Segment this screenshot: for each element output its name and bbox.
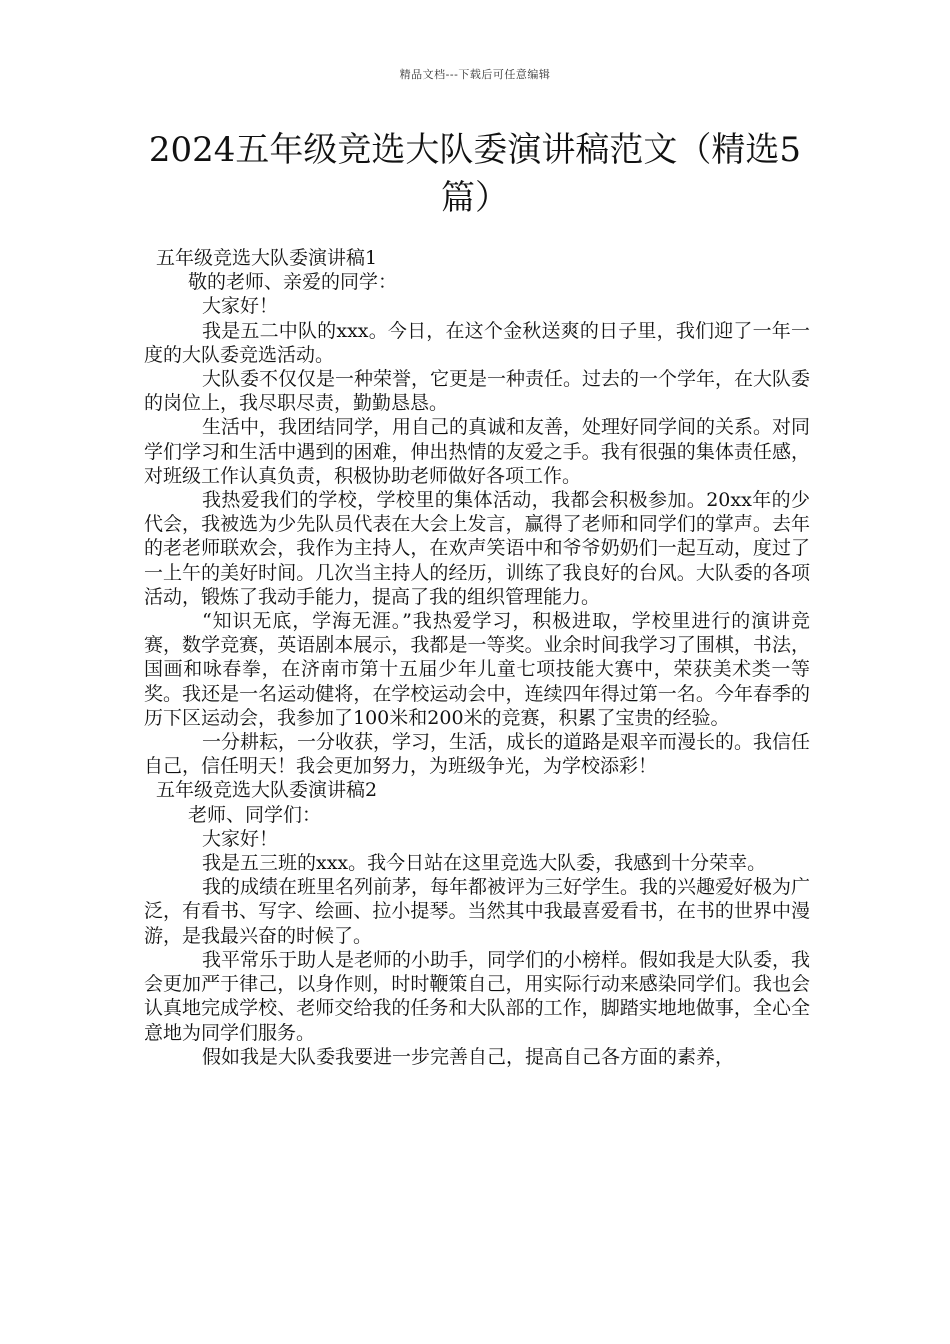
paragraph: 我是五二中队的xxx。今日，在这个金秋送爽的日子里，我们迎了一年一度的大队委竞选活动。 [144,319,810,366]
page-header: 精品文档---下载后可任意编辑 [399,68,551,81]
paragraph: 大队委不仅仅是一种荣誉，它更是一种责任。过去的一个学年，在大队委的岗位上，我尽职尽责，勤勤恳恳。 [144,368,811,415]
paragraph: 假如我是大队委我要进一步完善自己，提高自己各方面的素养， [202,1045,735,1068]
speech-heading: 五年级竞选大队委演讲稿2 [156,779,378,802]
salutation: 敬的老师、亲爱的同学： [188,271,398,294]
speech-heading: 五年级竞选大队委演讲稿1 [156,247,378,269]
paragraph: 生活中，我团结同学，用自己的真诚和友善，处理好同学间的关系。对同学们学习和生活中遇到的困难，伸出热情的友爱之手。我有很强的集体责任感，对班级工作认真负责，积极协助老师做好各项工作。 [144,416,811,487]
salutation: 老师、同学们： [188,803,322,826]
paragraph: 一分耕耘，一分收获，学习，生活，成长的道路是艰辛而漫长的。我信任自己，信任明天！我会更加努力，为班级争光，为学校添彩！ [144,731,811,778]
paragraph: “知识无底，学海无涯。”我热爱学习，积极进取，学校里进行的演讲竞赛，数学竞赛，英语剧本展示，我都是一等奖。业余时间我学习了围棋，书法，国画和咏春拳，在济南市第十五届少年儿童七项技能大赛中，荣获美术类一等奖。我还是一名运动健将，在学校运动会中，连续四年得过第一名。今年春季的历下区运动会，我参加了100米和200米的竞赛，积累了宝贵的经验。 [144,610,810,729]
greeting: 大家好！ [202,295,279,318]
paragraph: 我热爱我们的学校，学校里的集体活动，我都会积极参加。20xx年的少代会，我被选为少先队员代表在大会上发言，赢得了老师和同学们的掌声。去年的老老师联欢会，我作为主持人，在欢声笑语中和爷爷奶奶们一起互动，度过了一上午的美好时间。几次当主持人的经历，训练了我良好的台风。大队委的各项活动，锻炼了我动手能力，提高了我的组织管理能力。 [144,489,810,608]
document-title: 2024五年级竞选大队委演讲稿范文（精选5篇） [148,130,802,218]
paragraph: 我平常乐于助人是老师的小助手，同学们的小榜样。假如我是大队委，我会更加严于律己，以身作则，时时鞭策自己，用实际行动来感染同学们。我也会认真地完成学校、老师交给我的任务和大队部的工作，脚踏实地地做事，全心全意地为同学们服务。 [144,948,811,1044]
paragraph: 我的成绩在班里名列前茅，每年都被评为三好学生。我的兴趣爱好极为广泛，有看书、写字、绘画、拉小提琴。当然其中我最喜爱看书，在书的世界中漫游，是我最兴奋的时候了。 [144,876,811,947]
document-body [144,246,810,1069]
greeting: 大家好！ [202,827,279,850]
paragraph: 我是五三班的xxx。我今日站在这里竞选大队委，我感到十分荣幸。 [202,852,767,875]
